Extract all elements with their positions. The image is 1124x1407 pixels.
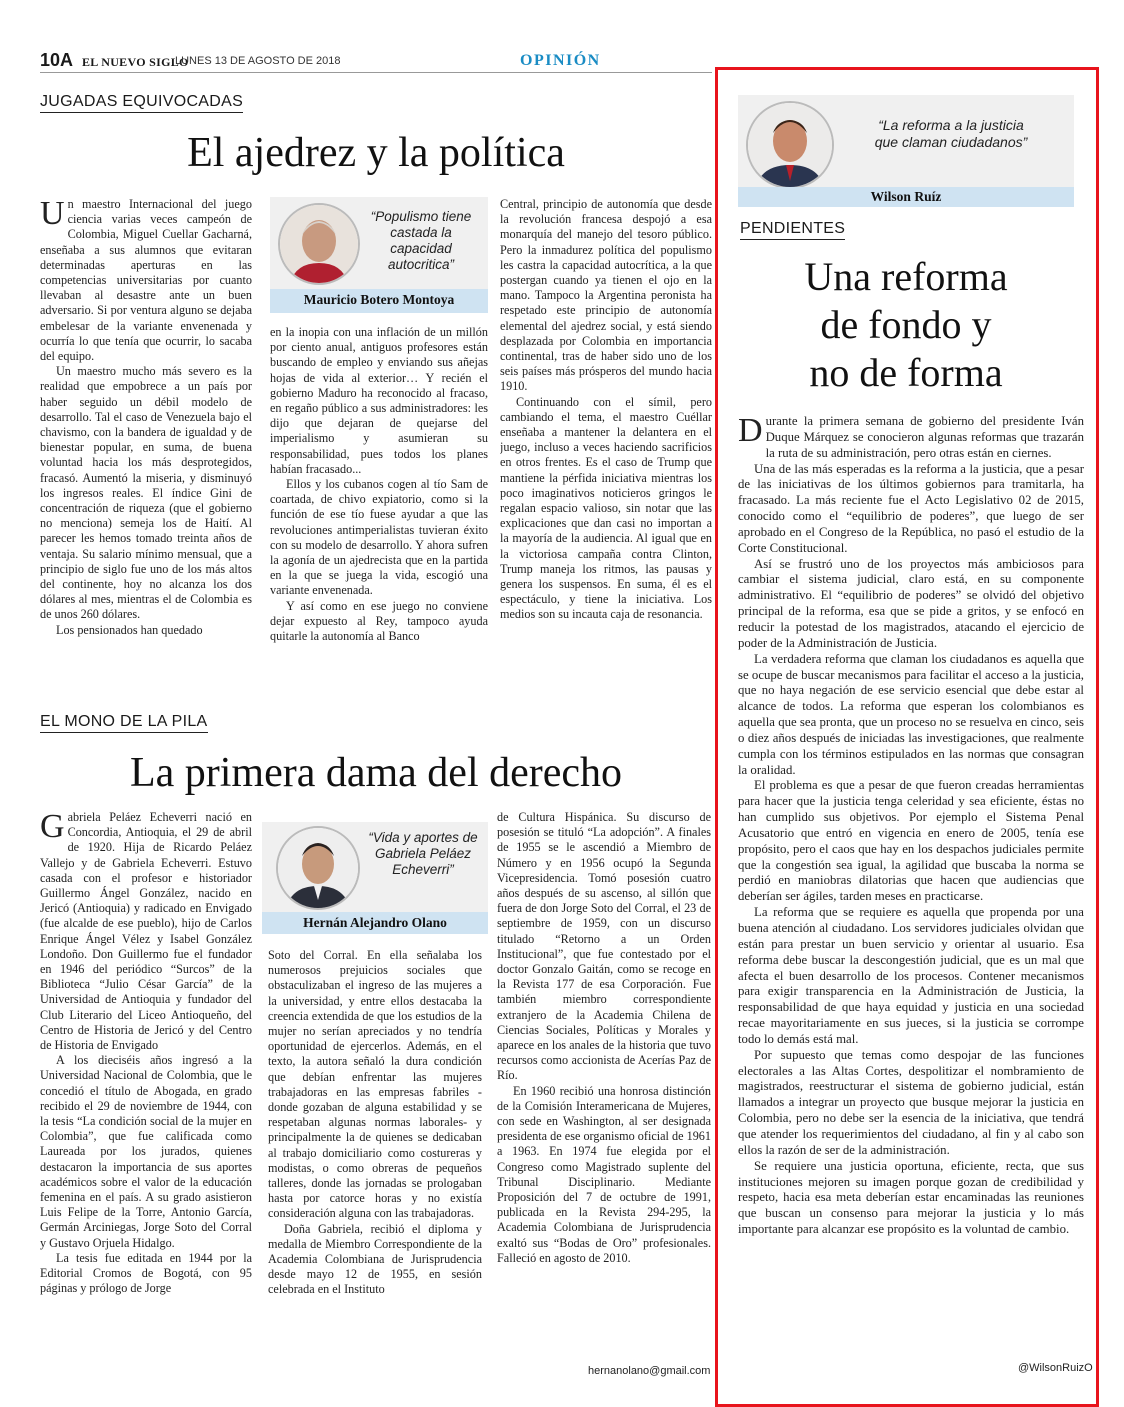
article2-column-3: de Cultura Hispánica. Su discurso de posesión se tituló “La adopción”. A finales de 1955 se le ascendió a Miembro de Número y en 1956 ocupó la Segunda Vicepresidencia. Tomó posesión cuatro años después de su ascenso, al sillón que fuera de don Jorge Soto del Corral, el 23 de septiembre de 1959, con un discurso titulado “Retorno a un Orden Institucional”, que fue contestado por el doctor Gonzalo Gaitán, como se recoge en la Revista 177 de esa Corporación. Fue también miembro correspondiente extranjero de la Academia Chilena de Ciencias Sociales, Políticas y Morales y aparece en los anales de la historia que tuvo recursos como accionista de Acerías Paz de Río. En 1960 recibió una honrosa distinción de la Comisión Interamericana de Mujeres, con sede en Washington, al ser designada presidenta de ese organismo oficial de 1961 a 1963. En 1974 fue elegida por el Congreso como Magistrado suplente del Tribunal Disciplinario. Mediante Proposición del 7 de octubre de 1991, publicada en la Revista 294-295, la Academia Colombiana de Jurisprudencia exaltó sus “Bodas de Oro” profesionales. Falleció en agosto de 2010. xyxy=(497,810,711,1265)
article3-body: Durante la primera semana de gobierno del presidente Iván Duque Márquez se conocieron algunas reformas que trazarán la ruta de su administración, pero otras están en ciernes. Una de las más esperadas es la reforma a la justicia, que a pesar de las iniciativas de los últimos gobiernos para tramitarla, ha fracasado. La más reciente fue el Acto Legislativo 02 de 2015, conocido como el “equilibrio de poderes”, que luego de ser aprobado en el Congreso de la República, no pasó el estudio de la Corte Constitucional. Así se frustró uno de los proyectos más ambiciosos para cambiar el sistema judicial, claro está, en su componente administrativo. El “equilibrio de poderes” se olvidó del objetivo principal de la reforma, esa que se pide a gritos, y se enfocó en reducir la potestad de los magistrados, atacando el ejercicio de poder de la Administración de Justicia. La verdadera reforma que claman los ciudadanos es aquella que se ocupe de buscar mecanismos para facilitar el acceso a la justicia, que no haya negación de ese servicio esencial que debe estar al alcance de todos. La reforma que esperan los colombianos es aquella que sea pronta, que un proceso no se resuelva en cinco, seis o diez años después de iniciadas las investigaciones, que realmente cumpla con los términos estipulados en las normas que consagran la oralidad. El problema es que a pesar de que fueron creadas herramientas para hacer que la justicia tenga celeridad y sea eficiente, éstas no han cumplido sus objetivos. Por ejemplo el Sistema Penal Acusatorio que entró en vigencia en enero de 2005, tenía ese propósito, pero el caos que hay en los despachos judiciales permite que la congestión sea igual, la agilidad que buscaba la norma se perdió en maniobras dilatorias que hacen que audiencias que deberían ser ágiles, tarden meses en practicarse. La reforma que se requiere es aquella que propenda por una buena atención al ciudadano. Los servidores judiciales olvidan que están para prestar un buen servicio y orientar al usuario. Esa reforma debe buscar la descongestión judicial, que es un mal que afecta el buen desarrollo de los procesos. Contener mecanismos para exigir transparencia en la Administración de Justicia, la responsabilidad de que haya equidad y justicia en una sociedad recae mayoritariamente en sus jueces, si la justicia se corrompe todo lo demás está mal. Por supuesto que temas como despojar de las funciones electorales a las Altas Cortes, despolitizar el nombramiento de magistrados, reestructurar el sistema de gobierno judicial, están llamados a integrar un proyecto que busque mejorar la justicia en Colombia, pero no debe ser la esencia de la iniciativa, que tendrá que atender los requerimientos del ciudadano, al fin y al cabo son ellos la razón de ser de la administración. Se requiere una justicia oportuna, eficiente, recta, que sus instituciones mejoren su imagen porque gozan de credibilidad y respeto, hacia esa meta deberían estar encaminadas las reuniones que buscan un consenso para mejorar la justicia y lo más importante para alcanzar ese propósito es la voluntad de cambio. xyxy=(738,414,1084,1237)
section-title: OPINIÓN xyxy=(520,52,601,69)
paper-name: EL NUEVO SIGLO xyxy=(82,55,189,69)
author-handle: @WilsonRuizO xyxy=(1018,1362,1093,1374)
author-name: Wilson Ruíz xyxy=(738,187,1074,207)
article3-headline: Una reforma de fondo y no de forma xyxy=(804,254,1008,395)
masthead-rule xyxy=(40,72,712,73)
author-name: Mauricio Botero Montoya xyxy=(270,289,488,313)
author-photo xyxy=(278,203,360,285)
article1-headline: El ajedrez y la política xyxy=(187,130,565,176)
article2-kicker: EL MONO DE LA PILA xyxy=(40,713,208,733)
author-box xyxy=(270,197,488,313)
pull-quote: “Populismo tiene castada la capacidad autocritica” xyxy=(370,209,472,272)
pull-quote: “Vida y aportes de Gabriela Peláez Echeverri” xyxy=(368,830,478,877)
drop-cap: U xyxy=(40,197,65,232)
page-number: 10A xyxy=(40,50,74,70)
issue-date: LUNES 13 DE AGOSTO DE 2018 xyxy=(175,55,341,67)
author-email: hernanolano@gmail.com xyxy=(588,1365,711,1377)
author-photo xyxy=(746,101,834,189)
article1-column-1: Un maestro Internacional del juego ciencia varias veces campeón de Colombia, Miguel Cuellar Gacharná, enseñaba a sus alumnos que evitaran determinadas aperturas en las competencias universitarias por cuanto llevaban al desastre ante un buen adversario. Si por ventura alguno se dejaba embelesar de la variante envenenada y ocurría lo que tenía que ocurrir, lo sacaba del equipo. Un maestro mucho más severo es la realidad que empobrece a un país por haber seguido un débil modelo de desarrollo. Tal el caso de Venezuela bajo el chavismo, con la bandera de igualdad y de bienestar popular, en suma, de buena voluntad hacia los más desprotegidos, fracasó. Aumentó la miseria, y disminuyó los ingresos reales. El índice Gini de concentración de riqueza (que el gobierno no menciona) semeja los de Haití. Al parecer les hemos tomado treinta años de ventaja. Su salario mínimo mensual, que a principio de siglo fue uno de los más altos del continente, hoy no alcanza los dos dólares al mes, mientras el de Colombia es de unos 260 dólares. Los pensionados han quedado xyxy=(40,197,252,637)
article3-kicker: PENDIENTES xyxy=(740,220,845,240)
drop-cap: G xyxy=(40,810,65,845)
author-name: Hernán Alejandro Olano xyxy=(262,912,488,934)
author-photo xyxy=(276,826,360,910)
article1-column-3: Central, principio de autonomía que desde la revolución francesa despojó a esa monarquía del manejo del tesoro público. Pero la inmadurez política del populismo les castra la capacidad autocrítica, a la que postergan cuando ya tienen el ojo en la mano. Tampoco la Argentina peronista ha respetado este principio de autonomía elemental del ajedrez social, y está siendo desplazada por Colombia en importancia continental, tras de haber sido uno de los seis países más prósperos del mundo hacia 1910. Continuando con el símil, pero cambiando el tema, el maestro Cuéllar enseñaba a mantener la delantera en el juego, incluso a veces haciendo sacrificios en otros frentes. Es el caso de Trump que mantiene la pérfida iniciativa mientras los poco imaginativos noticieros gringos le regalan espacio valioso, sin notar que las explicaciones que dan casi no importan a la mayoría de la audiencia. Al igual que en la victoriosa campaña contra Clinton, Trump maneja los ritmos, las pausas y genera los suspensos. En suma, él es el espectáculo, y tiene la iniciativa. Los medios son su incauta caja de resonancia. xyxy=(500,197,712,622)
drop-cap: D xyxy=(738,414,763,449)
article2-headline: La primera dama del derecho xyxy=(129,750,623,796)
article2-column-2: Soto del Corral. En ella señalaba los numerosos prejuicios sociales que obstaculizaban el ingreso de las mujeres a la universidad, y entre ellos destacaba la creencia extendida de que los estudios de la mujer no serían apreciados y no tendría oportunidad de ejercerlos. Además, en el texto, la autora señaló la dura condición que debían enfrentar las mujeres trabajadoras en las empresas fabriles -donde gozaban de alguna estabilidad y se respetaban algunas normas laborales- y principalmente la de quienes se dedicaban al trabajo domiciliario como costureras y modistas, o como obreras de pequeños talleres, donde las jornadas se prologaban hasta por catorce horas y no existía consideración alguna con las trabajadoras. Doña Gabriela, recibió el diploma y medalla de Miembro Correspondiente de la Academia Colombiana de Jurisprudencia desde mayo 12 de 1955, en sesión celebrada en el Instituto xyxy=(268,948,482,1297)
pull-quote: “La reforma a la justicia que claman ciudadanos” xyxy=(874,117,1028,150)
article1-column-2: en la inopia con una inflación de un millón por ciento anual, antiguos profesores están buscando de empleo y enviando sus añejas hojas de vida al exterior… Y recién el gobierno Maduro ha reconocido al fracaso, en regaño público a sus administradores: les dijo que dejaran de quejarse del imperialismo y asumieran su responsabilidad, pues todos los planes habían fracasado... Ellos y los cubanos cogen al tío Sam de coartada, de chivo expiatorio, como si la función de ese tío fuese ayudar a que las revoluciones antimperialistas tuvieran éxito con su modelo de desarrollo. Y ahora sufren la agonía de un ajedrecista que en la partida en la que se juega la vida, escogió una variante envenenada. Y así como en ese juego no conviene dejar expuesto al Rey, tampoco ayuda quitarle la autonomía al Banco xyxy=(270,325,488,644)
article2-column-1: Gabriela Peláez Echeverri nació en Concordia, Antioquia, el 29 de abril de 1920. Hija de Ricardo Peláez Vallejo y de Gabriela Echeverri. Estuvo casada con el profesor e historiador Guillermo Ángel González, nacido en Jericó (Antioquia) y radicado en Envigado (fue alcalde de ese pueblo), hijo de Carlos Enrique Ángel Vélez y Isabel González Londoño. Don Guillermo fue el fundador en 1946 del periódico “Surcos” de la Biblioteca “Julio César García” de la Universidad de Antioquia y fundador del Club Literario del Liceo Antioqueño, del Centro de Historia de Jericó y del Centro de Historia de Envigado A los dieciséis años ingresó a la Universidad Nacional de Colombia, que le concedió el título de Abogada, en grado recibido el 29 de noviembre de 1944, con la tesis “La condición social de la mujer en Colombia”, que fue calificada como Laureada por los jurados, quienes destacaron la importancia de sus aportes académicos sobre el valor de la educación femenina en el país. A su grado asistieron Luis Felipe de la Torre, Antonio García, Germán Arciniegas, Jorge Soto del Corral y Gustavo Orjuela Hidalgo. La tesis fue editada en 1944 por la Editorial Cromos de Bogotá, con 95 páginas y prólogo de Jorge xyxy=(40,810,252,1296)
author-box xyxy=(262,822,488,934)
author-box xyxy=(738,95,1074,207)
article1-kicker: JUGADAS EQUIVOCADAS xyxy=(40,93,243,113)
